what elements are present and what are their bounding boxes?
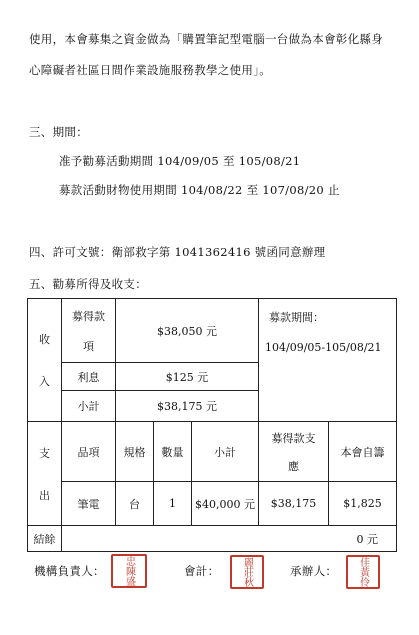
header-spec: 規格 [116, 422, 154, 482]
intro-line-1: 使用，本會募集之資金做為「購置筆記型電腦一台做為本會彰化縣身 [29, 32, 383, 46]
intro-line-2: 心障礙者社區日間作業設施服務教學之使用」。 [29, 63, 272, 77]
expense-spec: 台 [116, 482, 154, 526]
permit-number: 四、許可文號：衛部救字第 1041362416 號函同意辦理 [29, 245, 326, 259]
expense-label: 支 出 [28, 422, 62, 526]
header-raised-funds: 募得款支 應 [259, 422, 329, 482]
interest-amount: $125 元 [116, 363, 259, 391]
expense-item: 筆電 [62, 482, 116, 526]
header-item: 品項 [62, 422, 116, 482]
income-subtotal-amount: $38,175 元 [116, 391, 259, 422]
header-subtotal: 小計 [192, 422, 259, 482]
interest-label: 利息 [62, 363, 116, 391]
income-expense-table [27, 298, 397, 552]
raised-label: 募得款 項 [62, 299, 116, 363]
handler-seal: 佳黃伶 [346, 555, 380, 589]
header-qty: 數量 [154, 422, 192, 482]
head-seal: 忠陳盛 [111, 554, 147, 588]
header-self-funded: 本會自籌 [329, 422, 397, 482]
expense-raised: $38,175 [259, 482, 329, 526]
accountant-signature-label: 會計： [184, 564, 220, 578]
income-subtotal-label: 小計 [62, 391, 116, 422]
usage-period: 募款活動財物使用期間 104/08/22 至 107/08/20 止 [59, 183, 340, 197]
expense-qty: 1 [154, 482, 192, 526]
head-signature-label: 機構負責人： [34, 564, 105, 578]
raised-amount: $38,050 元 [116, 299, 259, 363]
expense-self-funded: $1,825 [329, 482, 397, 526]
solicitation-period: 准予勸募活動期間 104/09/05 至 105/08/21 [59, 154, 301, 168]
expense-subtotal: $40,000 元 [192, 482, 259, 526]
section-5-heading: 五、勸募所得及收支： [29, 277, 147, 291]
income-label: 收 入 [28, 299, 62, 422]
balance-label: 結餘 [28, 526, 62, 552]
accountant-seal: 麗莊秋 [230, 555, 264, 589]
fundraising-period: 募款期間： 104/09/05-105/08/21 [259, 299, 397, 422]
balance-amount: 0 元 [62, 526, 397, 552]
handler-signature-label: 承辦人： [290, 564, 338, 578]
period-heading: 三、期間： [29, 125, 88, 139]
